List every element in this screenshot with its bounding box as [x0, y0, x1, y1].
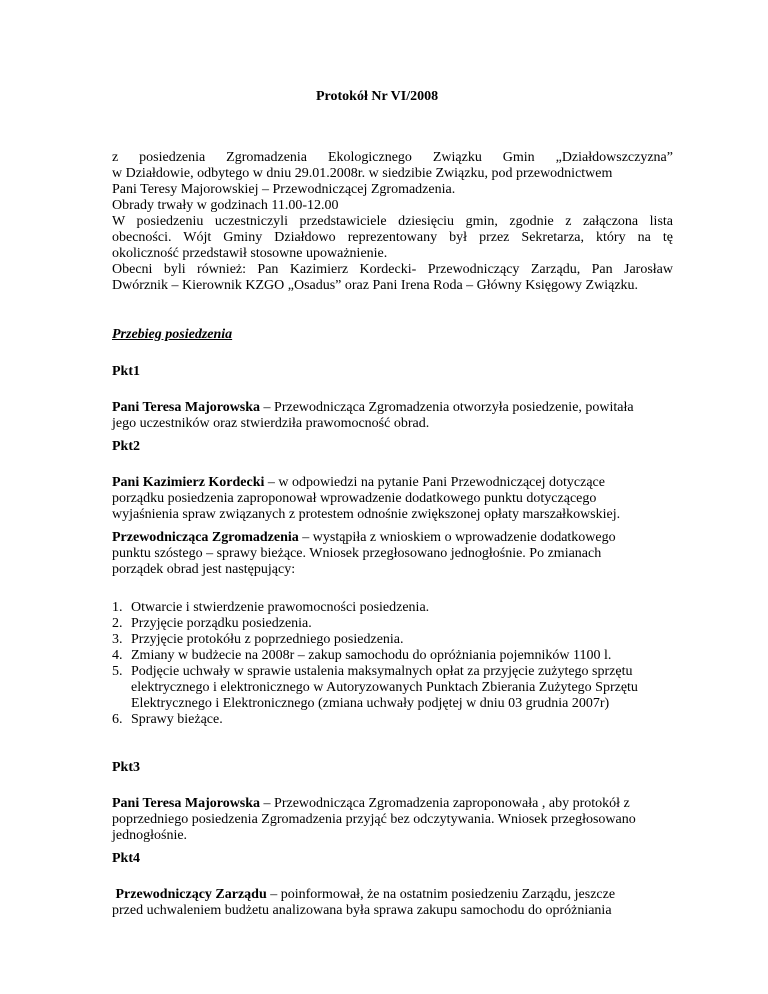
agenda-item [112, 600, 652, 616]
pkt2-text: – w odpowiedzi na pytanie Pani Przewodniczącej dotyczące [264, 475, 605, 490]
pkt2-speaker: Pani Kazimierz Kordecki [112, 475, 265, 490]
agenda-list [112, 600, 652, 728]
agenda-item-number: 6. [112, 712, 123, 727]
agenda-item [112, 616, 652, 632]
intro-paragraph [112, 150, 673, 294]
pkt2-speaker-2: Przewodnicząca Zgromadzenia [112, 530, 299, 545]
pkt3-paragraph [112, 796, 673, 844]
agenda-item [112, 712, 652, 728]
agenda-item-text: Zmiany w budżecie na 2008r – zakup samochodu do opróżniania pojemników 1100 l. [131, 648, 612, 663]
intro-line: z posiedzenia Zgromadzenia Ekologicznego Związku Gmin „Działdowszczyzna” [112, 150, 673, 165]
agenda-item-number: 3. [112, 632, 123, 647]
pkt1-speaker: Pani Teresa Majorowska [112, 400, 261, 415]
pkt4-speaker: Przewodniczący Zarządu [115, 887, 267, 902]
agenda-item [112, 632, 652, 648]
pkt1-paragraph [112, 400, 673, 432]
pkt2-motion-text: punktu szóstego – sprawy bieżące. Wniosek przegłosowano jednogłośnie. Po zmianach [112, 546, 602, 561]
agenda-item-text: Sprawy bieżące. [131, 712, 223, 727]
pkt1-text: jego uczestników oraz stwierdziła prawomocność obrad. [112, 416, 430, 431]
pkt4-text: przed uchwaleniem budżetu analizowana była sprawa zakupu samochodu do opróżniania [112, 903, 612, 918]
agenda-item-text: Podjęcie uchwały w sprawie ustalenia maksymalnych opłat za przyjęcie zużytego sprzętu [131, 664, 633, 679]
pkt2-motion-paragraph [112, 530, 673, 578]
intro-line: okoliczność przedstawił stosowne upoważnienie. [112, 246, 388, 261]
pkt3-text: – Przewodnicząca Zgromadzenia zaproponowała , aby protokół z [260, 796, 630, 811]
document-title: Protokół Nr VI/2008 [316, 89, 439, 104]
pkt2-motion-text: porządek obrad jest następujący: [112, 562, 296, 577]
pkt2-paragraph [112, 475, 673, 523]
pkt2-text: porządku posiedzenia zaproponował wprowadzenie dodatkowego punktu dotyczącego [112, 491, 597, 506]
pkt1-label: Pkt1 [112, 364, 140, 379]
agenda-item-number: 5. [112, 664, 123, 679]
pkt4-text: – poinformował, że na ostatnim posiedzeniu Zarządu, jeszcze [266, 887, 616, 902]
pkt1-text: – Przewodnicząca Zgromadzenia otworzyła posiedzenie, powitała [260, 400, 634, 415]
intro-line: Obrady trwały w godzinach 11.00-12.00 [112, 198, 339, 213]
pkt4-label: Pkt4 [112, 851, 140, 866]
pkt2-label: Pkt2 [112, 439, 140, 454]
agenda-item-text: Elektrycznego i Elektronicznego (zmiana uchwały podjętej w dniu 03 grudnia 2007r) [131, 696, 610, 711]
intro-line: W posiedzeniu uczestniczyli przedstawiciele dziesięciu gmin, zgodnie z załączona lista [112, 214, 673, 229]
intro-line: Pani Teresy Majorowskiej – Przewodniczącej Zgromadzenia. [112, 182, 456, 197]
pkt2-text: wyjaśnienia spraw związanych z protestem odnośnie zwiększonej opłaty marszałkowskiej. [112, 507, 621, 522]
pkt4-paragraph [112, 887, 673, 919]
intro-line: Dwórznik – Kierownik KZGO „Osadus” oraz Pani Irena Roda – Główny Księgowy Związku. [112, 278, 639, 293]
pkt2-motion-text: – wystąpiła z wnioskiem o wprowadzenie dodatkowego [298, 530, 616, 545]
agenda-item [112, 664, 652, 712]
agenda-item-text: Przyjęcie porządku posiedzenia. [131, 616, 312, 631]
intro-line: obecności. Wójt Gminy Działdowo reprezentowany był przez Sekretarza, który na tę [112, 230, 673, 245]
pkt3-label: Pkt3 [112, 760, 140, 775]
section-heading: Przebieg posiedzenia [112, 327, 233, 342]
agenda-item-text: Przyjęcie protokółu z poprzedniego posiedzenia. [131, 632, 404, 647]
intro-line: w Działdowie, odbytego w dniu 29.01.2008r. w siedzibie Związku, pod przewodnictwem [112, 166, 613, 181]
agenda-item-number: 1. [112, 600, 123, 615]
agenda-item [112, 648, 652, 664]
agenda-item-number: 4. [112, 648, 123, 663]
pkt3-speaker: Pani Teresa Majorowska [112, 796, 261, 811]
pkt3-text: poprzedniego posiedzenia Zgromadzenia przyjąć bez odczytywania. Wniosek przegłosowano [112, 812, 636, 827]
agenda-item-text: elektrycznego i elektronicznego w Autoryzowanych Punktach Zbierania Zużytego Sprzętu [131, 680, 638, 695]
pkt3-text: jednogłośnie. [112, 828, 188, 843]
agenda-item-number: 2. [112, 616, 123, 631]
intro-line: Obecni byli również: Pan Kazimierz Kordecki- Przewodniczący Zarządu, Pan Jarosław [112, 262, 673, 277]
agenda-item-text: Otwarcie i stwierdzenie prawomocności posiedzenia. [131, 600, 430, 615]
